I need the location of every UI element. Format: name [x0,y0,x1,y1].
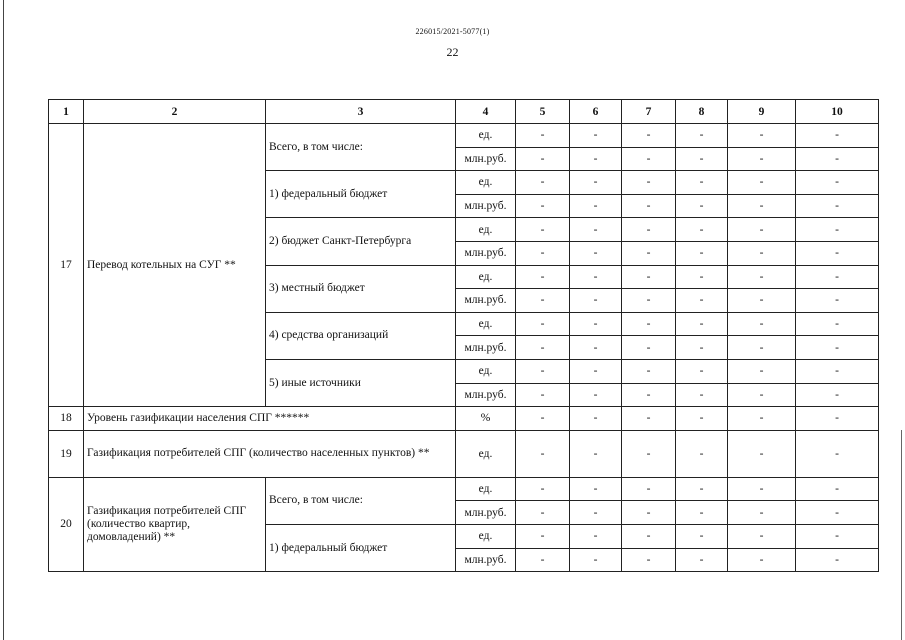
funding-source: 1) федеральный бюджет [266,171,456,218]
value-cell: - [676,241,728,265]
value-cell: - [676,265,728,289]
value-cell: - [570,171,622,195]
value-cell: - [570,477,622,501]
value-cell: - [516,407,570,431]
value-cell: - [796,312,879,336]
funding-source: 4) средства организаций [266,312,456,359]
value-cell: - [570,241,622,265]
column-header: 3 [266,100,456,124]
value-cell: - [622,477,676,501]
value-cell: - [676,124,728,148]
funding-source: 3) местный бюджет [266,265,456,312]
value-cell: - [622,241,676,265]
value-cell: - [728,171,796,195]
row-number: 18 [49,407,84,431]
page-number: 22 [446,45,459,59]
value-cell: - [796,383,879,407]
unit-cell: ед. [456,218,516,242]
column-header: 7 [622,100,676,124]
value-cell: - [676,383,728,407]
table-header-row [49,100,879,124]
column-header: 9 [728,100,796,124]
value-cell: - [516,501,570,525]
value-cell: - [796,359,879,383]
row-number: 20 [49,477,84,571]
value-cell: - [728,477,796,501]
value-cell: - [516,265,570,289]
value-cell: - [516,241,570,265]
value-cell: - [676,218,728,242]
value-cell: - [516,124,570,148]
value-cell: - [516,359,570,383]
table-body [49,100,879,572]
value-cell: - [796,289,879,313]
value-cell: - [622,171,676,195]
value-cell: - [516,548,570,572]
column-header: 2 [84,100,266,124]
value-cell: - [570,548,622,572]
unit-cell: млн.руб. [456,241,516,265]
value-cell: - [622,194,676,218]
value-cell: - [570,124,622,148]
unit-cell: ед. [456,124,516,148]
value-cell: - [676,430,728,477]
value-cell: - [622,147,676,171]
column-header: 5 [516,100,570,124]
table-row [49,124,879,148]
value-cell: - [676,501,728,525]
unit-cell: ед. [456,524,516,548]
unit-cell: ед. [456,359,516,383]
value-cell: - [622,383,676,407]
value-cell: - [570,524,622,548]
value-cell: - [728,312,796,336]
value-cell: - [516,524,570,548]
unit-cell: ед. [456,477,516,501]
value-cell: - [622,124,676,148]
value-cell: - [796,124,879,148]
value-cell: - [796,241,879,265]
value-cell: - [728,501,796,525]
value-cell: - [622,524,676,548]
value-cell: - [622,430,676,477]
value-cell: - [796,218,879,242]
value-cell: - [676,194,728,218]
unit-cell: млн.руб. [456,289,516,313]
column-header: 8 [676,100,728,124]
row-number: 17 [49,124,84,407]
value-cell: - [570,194,622,218]
value-cell: - [796,501,879,525]
unit-cell: млн.руб. [456,548,516,572]
unit-cell: ед. [456,171,516,195]
value-cell: - [516,194,570,218]
value-cell: - [796,147,879,171]
value-cell: - [516,218,570,242]
scan-edge-left [3,0,4,640]
value-cell: - [676,524,728,548]
column-header: 4 [456,100,516,124]
value-cell: - [676,171,728,195]
value-cell: - [516,336,570,360]
funding-source: Всего, в том числе: [266,477,456,524]
value-cell: - [516,383,570,407]
indicator-name: Газификация потребителей СПГ (количество квартир, домовладений) ** [84,477,266,571]
row-number: 19 [49,430,84,477]
value-cell: - [676,147,728,171]
column-header: 10 [796,100,879,124]
value-cell: - [676,407,728,431]
value-cell: - [728,265,796,289]
value-cell: - [516,312,570,336]
value-cell: - [796,407,879,431]
value-cell: - [570,265,622,289]
value-cell: - [570,501,622,525]
value-cell: - [570,218,622,242]
unit-cell: % [456,407,516,431]
value-cell: - [728,430,796,477]
data-table [48,99,879,572]
value-cell: - [796,548,879,572]
value-cell: - [676,289,728,313]
value-cell: - [622,359,676,383]
value-cell: - [728,241,796,265]
value-cell: - [622,312,676,336]
value-cell: - [622,336,676,360]
value-cell: - [796,524,879,548]
value-cell: - [676,312,728,336]
value-cell: - [796,265,879,289]
value-cell: - [516,430,570,477]
value-cell: - [622,501,676,525]
value-cell: - [570,359,622,383]
value-cell: - [728,336,796,360]
value-cell: - [622,407,676,431]
value-cell: - [516,289,570,313]
unit-cell: ед. [456,430,516,477]
column-header: 1 [49,100,84,124]
funding-source: Всего, в том числе: [266,124,456,171]
value-cell: - [622,289,676,313]
value-cell: - [570,383,622,407]
table-row [49,407,879,431]
value-cell: - [676,477,728,501]
column-header: 6 [570,100,622,124]
funding-source: 2) бюджет Санкт-Петербурга [266,218,456,265]
value-cell: - [796,171,879,195]
value-cell: - [622,218,676,242]
value-cell: - [728,124,796,148]
value-cell: - [676,548,728,572]
value-cell: - [796,336,879,360]
table-row [49,430,879,477]
unit-cell: млн.руб. [456,147,516,171]
unit-cell: млн.руб. [456,501,516,525]
value-cell: - [728,359,796,383]
indicator-name: Перевод котельных на СУГ ** [84,124,266,407]
indicator-name: Газификация потребителей СПГ (количество населенных пунктов) ** [84,430,456,477]
value-cell: - [570,289,622,313]
unit-cell: ед. [456,265,516,289]
value-cell: - [796,194,879,218]
value-cell: - [676,336,728,360]
value-cell: - [796,477,879,501]
value-cell: - [622,548,676,572]
value-cell: - [570,336,622,360]
unit-cell: млн.руб. [456,383,516,407]
value-cell: - [570,430,622,477]
value-cell: - [796,430,879,477]
table-row [49,477,879,501]
value-cell: - [570,147,622,171]
value-cell: - [676,359,728,383]
value-cell: - [570,312,622,336]
indicator-name: Уровень газификации населения СПГ ****** [84,407,456,431]
funding-source: 1) федеральный бюджет [266,524,456,571]
value-cell: - [728,218,796,242]
value-cell: - [728,147,796,171]
value-cell: - [570,407,622,431]
value-cell: - [622,265,676,289]
unit-cell: ед. [456,312,516,336]
value-cell: - [516,477,570,501]
value-cell: - [728,194,796,218]
value-cell: - [728,383,796,407]
funding-source: 5) иные источники [266,359,456,406]
value-cell: - [516,171,570,195]
scan-edge-right [901,430,902,640]
document-id: 226015/2021-5077(1) [415,27,490,36]
value-cell: - [728,524,796,548]
value-cell: - [516,147,570,171]
value-cell: - [728,548,796,572]
value-cell: - [728,289,796,313]
unit-cell: млн.руб. [456,194,516,218]
unit-cell: млн.руб. [456,336,516,360]
value-cell: - [728,407,796,431]
